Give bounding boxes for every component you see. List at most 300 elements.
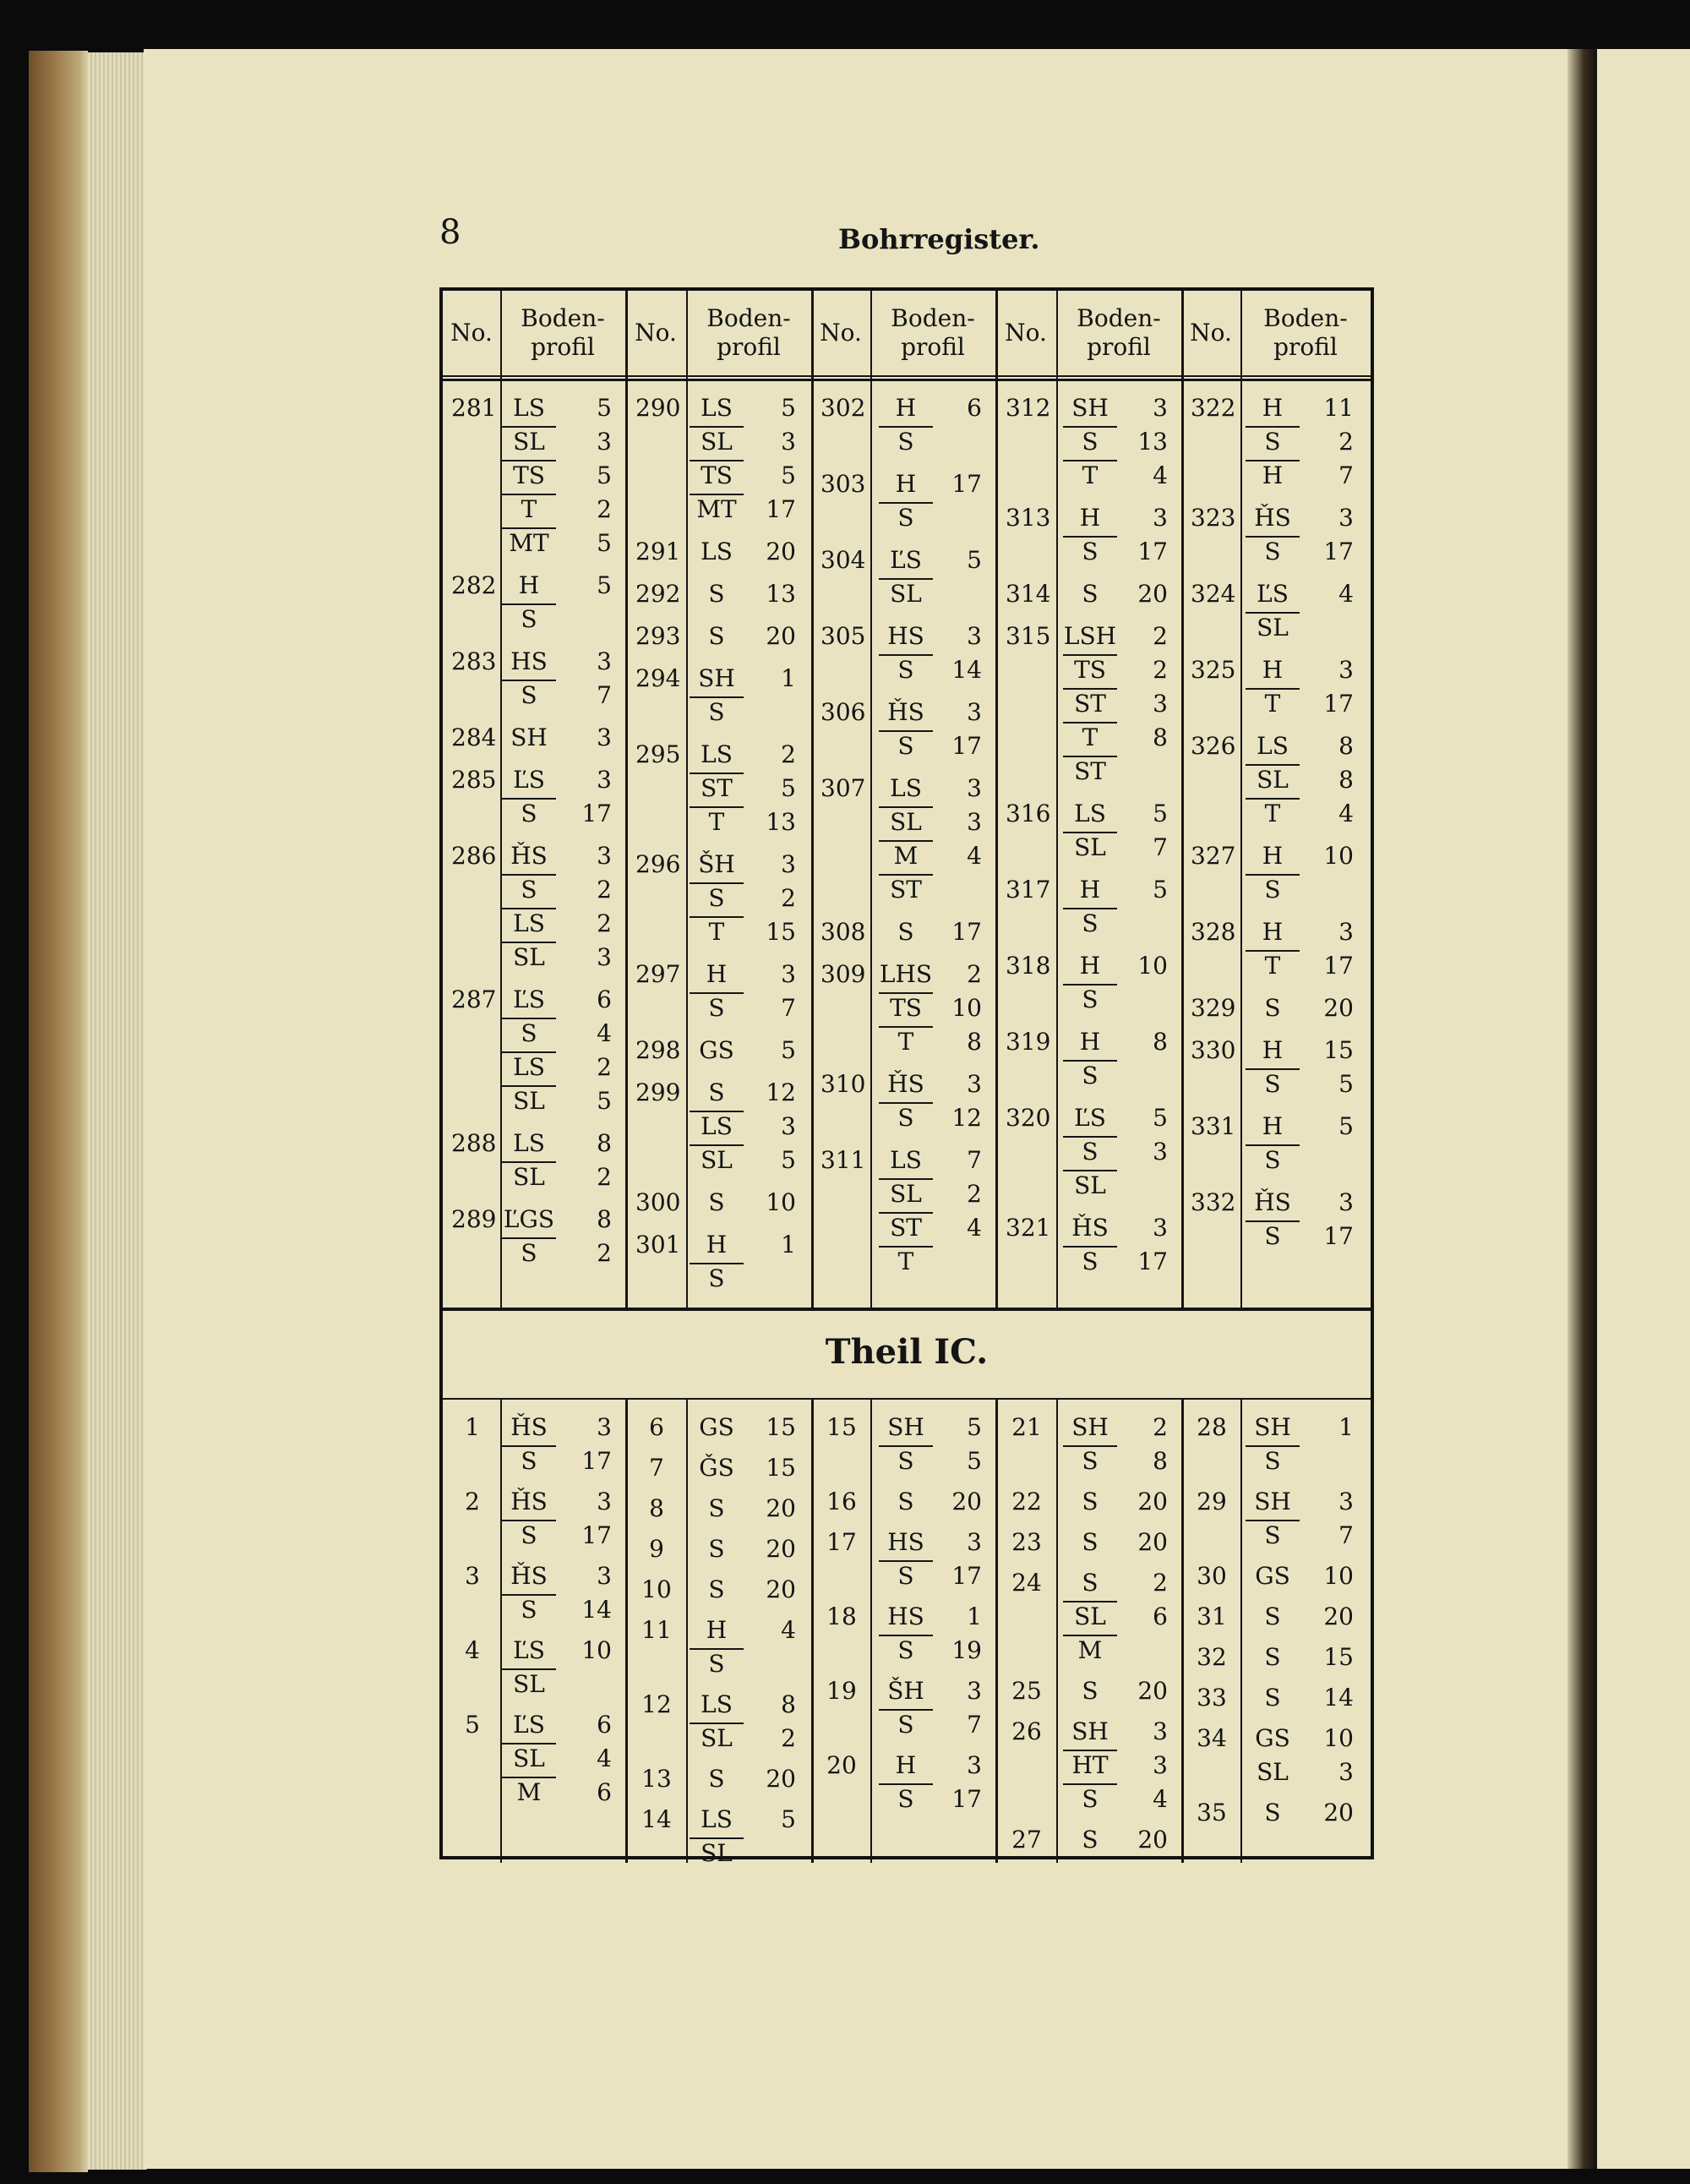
- soil-code: S: [708, 1188, 725, 1216]
- soil-code: S: [897, 1785, 914, 1813]
- soil-code: H: [895, 1751, 917, 1779]
- soil-code: H: [1262, 1112, 1284, 1140]
- stratum-divider: [690, 1837, 744, 1839]
- facing-page: [1597, 49, 1690, 2169]
- soil-code: SL: [1074, 1171, 1106, 1199]
- header-no: No.: [450, 319, 493, 347]
- soil-code: LS: [701, 394, 733, 422]
- soil-code: SL: [513, 428, 545, 456]
- stratum-divider: [1063, 832, 1117, 833]
- stratum-divider: [502, 1161, 556, 1163]
- depth-value: 3: [967, 698, 982, 726]
- borehole-number: 309: [820, 960, 866, 988]
- soil-code: SL: [890, 808, 922, 836]
- stratum-divider: [690, 1144, 744, 1146]
- soil-code: S: [1082, 1062, 1098, 1089]
- borehole-number: 307: [820, 774, 866, 802]
- soil-code: S: [1264, 994, 1281, 1022]
- soil-code: H: [706, 1231, 728, 1259]
- borehole-number: 29: [1197, 1488, 1227, 1515]
- depth-value: 3: [597, 1413, 612, 1441]
- soil-code: ĽS: [1257, 580, 1289, 608]
- soil-code: T: [708, 808, 725, 836]
- soil-code: SL: [890, 1180, 922, 1208]
- stratum-divider: [502, 1594, 556, 1596]
- soil-code: SL: [1257, 766, 1289, 794]
- soil-code: ST: [890, 1214, 922, 1242]
- depth-value: 5: [1338, 1070, 1354, 1098]
- soil-code: SL: [513, 943, 545, 971]
- depth-value: 5: [597, 571, 612, 599]
- depth-value: 19: [951, 1636, 982, 1664]
- depth-value: 10: [1137, 952, 1168, 980]
- borehole-number: 3: [465, 1562, 480, 1590]
- soil-code: S: [1082, 1138, 1098, 1166]
- depth-value: 17: [766, 495, 796, 523]
- stratum-divider: [502, 1520, 556, 1521]
- borehole-number: 24: [1011, 1569, 1042, 1597]
- depth-value: 1: [1338, 1413, 1354, 1441]
- stratum-divider: [502, 1085, 556, 1087]
- borehole-number: 313: [1006, 504, 1051, 532]
- borehole-number: 289: [451, 1205, 497, 1233]
- borehole-number: 302: [820, 394, 866, 422]
- depth-value: 3: [1153, 1717, 1168, 1745]
- depth-value: 3: [597, 647, 612, 675]
- stratum-divider: [879, 806, 933, 808]
- stratum-divider: [1246, 950, 1300, 952]
- soil-code: S: [1264, 876, 1281, 904]
- borehole-number: 290: [635, 394, 681, 422]
- stratum-divider: [1246, 612, 1300, 614]
- soil-code: SL: [513, 1744, 545, 1772]
- soil-code: LHS: [879, 960, 933, 988]
- stratum-divider: [690, 992, 744, 994]
- borehole-number: 315: [1006, 622, 1051, 650]
- soil-code: T: [708, 918, 725, 946]
- depth-value: 20: [1323, 994, 1354, 1022]
- soil-code: S: [708, 1765, 725, 1793]
- soil-code: S: [521, 1521, 537, 1549]
- stratum-divider: [502, 874, 556, 876]
- depth-value: 3: [967, 1677, 982, 1705]
- borehole-number: 296: [635, 850, 681, 878]
- depth-value: 7: [1338, 461, 1354, 489]
- depth-value: 20: [1137, 1488, 1168, 1515]
- stratum-divider: [1063, 1601, 1117, 1603]
- stratum-divider: [690, 426, 744, 428]
- borehole-number: 300: [635, 1188, 681, 1216]
- column-rule: [811, 291, 814, 1308]
- soil-code: SL: [1074, 833, 1106, 861]
- stratum-divider: [1246, 1220, 1300, 1222]
- column-rule: [625, 291, 628, 1308]
- borehole-number: 308: [820, 918, 866, 946]
- soil-code: S: [897, 504, 914, 532]
- borehole-number: 8: [649, 1494, 664, 1522]
- soil-code: H: [895, 394, 917, 422]
- header-profile: Boden- profil: [1263, 304, 1348, 361]
- depth-value: 8: [597, 1205, 612, 1233]
- borehole-number: 13: [641, 1765, 672, 1793]
- soil-code: S: [1082, 580, 1098, 608]
- depth-value: 20: [1137, 580, 1168, 608]
- soil-code: LS: [513, 394, 545, 422]
- stratum-divider: [879, 578, 933, 580]
- borehole-number: 304: [820, 546, 866, 574]
- borehole-number: 30: [1197, 1562, 1227, 1590]
- depth-value: 3: [597, 428, 612, 456]
- stratum-divider: [1063, 1750, 1117, 1751]
- depth-value: 2: [597, 876, 612, 904]
- depth-value: 4: [967, 1214, 982, 1242]
- borehole-number: 297: [635, 960, 681, 988]
- depth-value: 7: [781, 994, 796, 1022]
- column-rule: [1181, 1398, 1184, 1863]
- soil-code: S: [1082, 538, 1098, 565]
- soil-code: MT: [509, 529, 549, 557]
- depth-value: 5: [781, 461, 796, 489]
- depth-value: 17: [951, 1562, 982, 1590]
- stratum-divider: [879, 1635, 933, 1636]
- soil-code: H: [1262, 656, 1284, 684]
- soil-code: GS: [699, 1036, 734, 1064]
- borehole-number: 305: [820, 622, 866, 650]
- soil-code: S: [1264, 1521, 1281, 1549]
- soil-code: S: [1082, 428, 1098, 456]
- stratum-divider: [1246, 874, 1300, 876]
- depth-value: 3: [1153, 504, 1168, 532]
- borehole-number: 326: [1191, 732, 1236, 760]
- stratum-divider: [1063, 460, 1117, 461]
- stratum-divider: [1063, 756, 1117, 757]
- header-no: No.: [1190, 319, 1232, 347]
- soil-code: LS: [513, 1053, 545, 1081]
- stratum-divider: [879, 992, 933, 994]
- borehole-number: 15: [826, 1413, 857, 1441]
- depth-value: 3: [597, 1562, 612, 1590]
- soil-code: S: [708, 1535, 725, 1563]
- stratum-divider: [879, 1445, 933, 1447]
- depth-value: 5: [781, 394, 796, 422]
- soil-code: ĽS: [890, 546, 922, 574]
- depth-value: 7: [1153, 833, 1168, 861]
- stratum-divider: [690, 1723, 744, 1724]
- depth-value: 3: [967, 808, 982, 836]
- soil-code: GS: [1255, 1562, 1290, 1590]
- depth-value: 3: [597, 1488, 612, 1515]
- depth-value: 8: [781, 1690, 796, 1718]
- depth-value: 1: [781, 664, 796, 692]
- soil-code: SH: [510, 723, 548, 751]
- section-rule: [443, 1308, 1371, 1311]
- stratum-divider: [1063, 908, 1117, 909]
- soil-code: S: [521, 800, 537, 827]
- depth-value: 5: [781, 1805, 796, 1833]
- depth-value: 3: [967, 1751, 982, 1779]
- header-profile: Boden- profil: [706, 304, 791, 361]
- depth-value: 15: [766, 918, 796, 946]
- soil-code: S: [897, 1488, 914, 1515]
- soil-code: SL: [1074, 1603, 1106, 1630]
- soil-code: ĽS: [513, 986, 545, 1013]
- soil-code: LS: [701, 1690, 733, 1718]
- soil-code: H: [1262, 842, 1284, 870]
- column-rule: [1056, 1398, 1058, 1863]
- depth-value: 5: [967, 1447, 982, 1475]
- soil-code: M: [1077, 1636, 1103, 1664]
- borehole-number: 33: [1197, 1684, 1227, 1712]
- depth-value: 3: [1153, 394, 1168, 422]
- depth-value: 7: [967, 1711, 982, 1739]
- column-rule: [1056, 291, 1058, 1308]
- soil-code: H: [1262, 461, 1284, 489]
- stratum-divider: [502, 1237, 556, 1239]
- borehole-number: 23: [1011, 1528, 1042, 1556]
- stratum-divider: [502, 426, 556, 428]
- soil-code: S: [1082, 1677, 1098, 1705]
- stratum-divider: [1246, 798, 1300, 800]
- depth-value: 10: [1323, 842, 1354, 870]
- stratum-divider: [690, 696, 744, 698]
- depth-value: 14: [1323, 1684, 1354, 1712]
- borehole-number: 295: [635, 740, 681, 768]
- soil-code: S: [521, 1447, 537, 1475]
- stratum-divider: [1063, 984, 1117, 986]
- header-rule: [443, 379, 1371, 381]
- soil-code: S: [1082, 1447, 1098, 1475]
- header-profile: Boden- profil: [891, 304, 975, 361]
- depth-value: 6: [597, 1711, 612, 1739]
- depth-value: 8: [1338, 766, 1354, 794]
- borehole-number: 332: [1191, 1188, 1236, 1216]
- borehole-number: 331: [1191, 1112, 1236, 1140]
- soil-code: S: [708, 1575, 725, 1603]
- depth-value: 14: [581, 1596, 612, 1624]
- soil-code: GS: [1255, 1724, 1290, 1752]
- soil-code: SH: [1071, 1717, 1109, 1745]
- page-number: 8: [439, 213, 461, 252]
- soil-code: S: [1082, 1248, 1098, 1275]
- depth-value: 8: [1153, 1447, 1168, 1475]
- column-rule: [995, 291, 998, 1308]
- borehole-number: 2: [465, 1488, 480, 1515]
- depth-value: 4: [1153, 461, 1168, 489]
- soil-code: LSH: [1063, 622, 1117, 650]
- depth-value: 4: [1338, 800, 1354, 827]
- borehole-number: 323: [1191, 504, 1236, 532]
- depth-value: 3: [1153, 1214, 1168, 1242]
- borehole-number: 25: [1011, 1677, 1042, 1705]
- depth-value: 20: [766, 1575, 796, 1603]
- borehole-number: 11: [641, 1616, 672, 1644]
- soil-code: HS: [887, 1528, 924, 1556]
- soil-code: S: [1082, 1785, 1098, 1813]
- depth-value: 3: [781, 850, 796, 878]
- depth-value: 1: [967, 1603, 982, 1630]
- borehole-number: 325: [1191, 656, 1236, 684]
- depth-value: 17: [951, 732, 982, 760]
- depth-value: 8: [967, 1028, 982, 1056]
- depth-value: 15: [766, 1454, 796, 1482]
- soil-code: S: [897, 1447, 914, 1475]
- soil-code: S: [1264, 1222, 1281, 1250]
- depth-value: 3: [1153, 1138, 1168, 1166]
- column-rule: [870, 291, 872, 1308]
- depth-value: 3: [597, 766, 612, 794]
- depth-value: 20: [1137, 1528, 1168, 1556]
- depth-value: 2: [597, 1239, 612, 1267]
- depth-value: 5: [781, 1036, 796, 1064]
- stratum-divider: [879, 1246, 933, 1248]
- depth-value: 12: [766, 1078, 796, 1106]
- borehole-number: 321: [1006, 1214, 1051, 1242]
- soil-code: LS: [701, 1805, 733, 1833]
- soil-code: S: [897, 918, 914, 946]
- stratum-divider: [879, 1783, 933, 1785]
- depth-value: 4: [967, 842, 982, 870]
- stratum-divider: [1063, 1060, 1117, 1062]
- soil-code: S: [708, 1650, 725, 1678]
- soil-code: H: [1262, 1036, 1284, 1064]
- stratum-divider: [1063, 654, 1117, 656]
- borehole-number: 32: [1197, 1643, 1227, 1671]
- depth-value: 17: [1137, 1248, 1168, 1275]
- soil-code: T: [521, 495, 537, 523]
- depth-value: 5: [597, 394, 612, 422]
- stratum-divider: [879, 1102, 933, 1104]
- borehole-number: 322: [1191, 394, 1236, 422]
- soil-code: ȞS: [1254, 504, 1291, 532]
- depth-value: 20: [766, 1765, 796, 1793]
- stratum-divider: [879, 502, 933, 504]
- depth-value: 5: [967, 1413, 982, 1441]
- depth-value: 3: [1338, 1758, 1354, 1786]
- borehole-number: 283: [451, 647, 497, 675]
- soil-code: S: [521, 681, 537, 709]
- depth-value: 7: [1338, 1521, 1354, 1549]
- stratum-divider: [1246, 1068, 1300, 1070]
- depth-value: 20: [1323, 1799, 1354, 1826]
- depth-value: 3: [1338, 504, 1354, 532]
- stratum-divider: [1246, 688, 1300, 690]
- page-edges: [88, 52, 147, 2170]
- depth-value: 17: [1323, 1222, 1354, 1250]
- depth-value: 17: [1323, 952, 1354, 980]
- soil-code: LS: [513, 1129, 545, 1157]
- column-rule: [1181, 291, 1184, 1308]
- depth-value: 2: [781, 740, 796, 768]
- stratum-divider: [502, 942, 556, 943]
- depth-value: 3: [1338, 1488, 1354, 1515]
- borehole-number: 281: [451, 394, 497, 422]
- soil-code: H: [1262, 394, 1284, 422]
- soil-code: S: [708, 580, 725, 608]
- soil-code: LS: [890, 774, 922, 802]
- depth-value: 3: [781, 428, 796, 456]
- depth-value: 20: [766, 1535, 796, 1563]
- stratum-divider: [879, 1709, 933, 1711]
- soil-code: T: [1082, 723, 1098, 751]
- borehole-number: 301: [635, 1231, 681, 1259]
- depth-value: 3: [1338, 656, 1354, 684]
- soil-code: H: [518, 571, 540, 599]
- depth-value: 2: [1153, 656, 1168, 684]
- depth-value: 2: [597, 1163, 612, 1191]
- depth-value: 11: [1323, 394, 1354, 422]
- borehole-number: 14: [641, 1805, 672, 1833]
- depth-value: 14: [951, 656, 982, 684]
- soil-code: LS: [1074, 800, 1106, 827]
- depth-value: 6: [597, 986, 612, 1013]
- depth-value: 2: [597, 495, 612, 523]
- borehole-number: 292: [635, 580, 681, 608]
- soil-code: ȞS: [887, 698, 924, 726]
- borehole-number: 286: [451, 842, 497, 870]
- column-rule: [811, 1398, 814, 1863]
- stratum-divider: [879, 730, 933, 732]
- depth-value: 3: [1153, 1751, 1168, 1779]
- soil-code: H: [1079, 876, 1101, 904]
- borehole-number: 294: [635, 664, 681, 692]
- depth-value: 3: [1338, 918, 1354, 946]
- depth-value: 20: [1137, 1677, 1168, 1705]
- stratum-divider: [502, 798, 556, 800]
- soil-code: ĽS: [513, 766, 545, 794]
- borehole-number: 4: [465, 1636, 480, 1664]
- depth-value: 6: [1153, 1603, 1168, 1630]
- soil-code: LS: [513, 909, 545, 937]
- stratum-divider: [1246, 1445, 1300, 1447]
- soil-code: S: [897, 428, 914, 456]
- depth-value: 8: [597, 1129, 612, 1157]
- soil-code: S: [1264, 1684, 1281, 1712]
- soil-code: H: [895, 470, 917, 498]
- soil-code: ǦS: [699, 1454, 734, 1482]
- soil-code: SL: [701, 1724, 733, 1752]
- depth-value: 4: [1338, 580, 1354, 608]
- borehole-number: 287: [451, 986, 497, 1013]
- borehole-number: 327: [1191, 842, 1236, 870]
- depth-value: 2: [1338, 428, 1354, 456]
- soil-code: TS: [513, 461, 545, 489]
- soil-code: MT: [696, 495, 737, 523]
- stratum-divider: [502, 1445, 556, 1447]
- stratum-divider: [1063, 688, 1117, 690]
- stratum-divider: [1063, 1783, 1117, 1785]
- stratum-divider: [1246, 460, 1300, 461]
- depth-value: 17: [1137, 538, 1168, 565]
- depth-value: 5: [597, 529, 612, 557]
- depth-value: 2: [1153, 1413, 1168, 1441]
- soil-code: SH: [887, 1413, 924, 1441]
- stratum-divider: [879, 840, 933, 842]
- soil-code: SL: [701, 1839, 733, 1867]
- borehole-number: 299: [635, 1078, 681, 1106]
- soil-code: S: [1264, 1603, 1281, 1630]
- soil-code: SH: [1071, 394, 1109, 422]
- depth-value: 3: [781, 960, 796, 988]
- borehole-number: 28: [1197, 1413, 1227, 1441]
- depth-value: 7: [967, 1146, 982, 1174]
- soil-code: LS: [890, 1146, 922, 1174]
- borehole-number: 285: [451, 766, 497, 794]
- depth-value: 10: [766, 1188, 796, 1216]
- soil-code: ST: [701, 774, 733, 802]
- borehole-number: 324: [1191, 580, 1236, 608]
- depth-value: 6: [597, 1778, 612, 1806]
- depth-value: 17: [951, 918, 982, 946]
